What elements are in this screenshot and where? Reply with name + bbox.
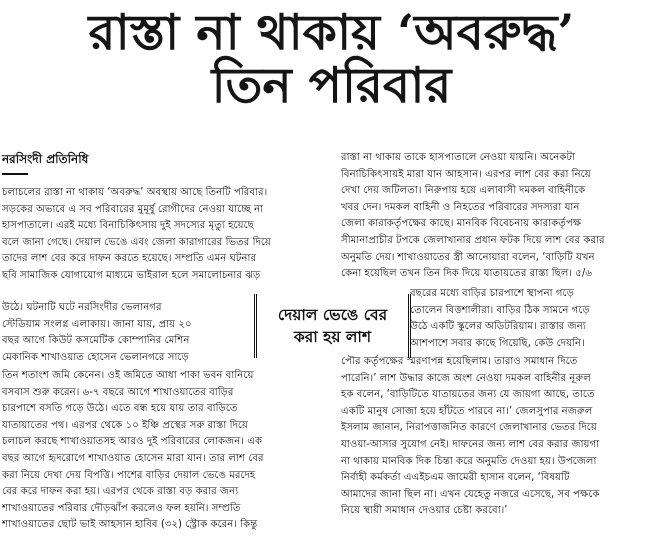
article-column-1-top	[2, 185, 332, 285]
article-line: সীমানাপ্রাচীর টপকে জেলাখানার প্রধান ফটক দিয়ে লাশ বের করার	[341, 234, 605, 246]
article-line: মেকানিক শাখাওয়াত হোসেন ভেলানগরে সাড়ে	[2, 351, 189, 363]
article-line: অনুমতি দেয়। শাখাওয়াতের স্ত্রী আনোয়ারা বলেন, ‘বাড়িটি যখন	[341, 251, 595, 263]
article-line: বের করে দাফন করা হয়। এরপর থেকে রাস্তা বড় করার জন্য	[2, 486, 239, 498]
article-line: তাদের লাশ বের করে দাফন করতে হয়েছে। সম্প্রতি এমন ঘটনার	[2, 253, 257, 265]
article-line: হক বলেন, ‘বাড়িটিতে যাতায়তের জন্য যে জায়গা আছে, তাতে	[341, 389, 595, 401]
article-line: আমাদের জানা ছিল না। এখন যেহেতু নজরে এসেছে, সব পক্ষকে	[341, 488, 600, 500]
article-line: ইসলাম জানান, নিরাপত্তাজনিত কারণে জেলাখানার ভেতর দিয়ে	[341, 422, 597, 434]
article-line: সড়কের অভাবে এ সব পরিবারের মুমূর্ষু রোগীদের নেওয়া যাচ্ছে না	[2, 203, 264, 215]
article-line: পারেনি।’ লাশ উদ্ধার কাজে অংশ নেওয়া দমকল বাহিনীর নূরুল	[341, 372, 591, 384]
article-column-1-middle	[2, 300, 250, 366]
byline: নরসিংদী প্রতিনিধি	[2, 152, 89, 166]
article-column-2-bottom	[341, 354, 659, 520]
article-line: দেখা দেয় জটিলতা। নিরুপায় হয়ে এলাবাসী দমকল বাহিনীকে	[341, 185, 586, 197]
article-line: চলাচলের রাস্তা না থাকায় ‘অবরুদ্ধ’ অবস্থায় আছে তিনটি পরিবার।	[2, 187, 268, 198]
article-line: একটি মানুষ সোজা হয়ে হাঁটতে পারবে না।’ জেলসুপার নজরুল	[341, 405, 593, 417]
article-line: চলাচল করছে শাখাওয়াতসহ আরও দুই পরিবারের লোকজন। এক	[2, 436, 263, 448]
article-line: তোলেন বিত্তশালীরা। বাড়ির ঠিক সামনে গড়ে	[410, 304, 590, 316]
article-line: বসবাস শুরু করেন। ৬-৭ বছরে আগে শাখাওয়াতের বাড়ির	[2, 386, 234, 398]
article-line: বছরের মধ্যে বাড়ির চারপাশে স্থাপনা গড়ে	[410, 288, 574, 299]
article-line: বছর আগে হৃদরোগে শাখাওয়াত হোসেন মারা যান। তার লাশ বের	[2, 452, 264, 464]
pull-quote-line-2: করা হয় লাশ	[293, 327, 372, 346]
article-line: বছর আগে কিউট কসমেটিক কোম্পানির মেশিন	[2, 335, 190, 347]
pull-quote-line-1: দেয়াল ভেঙে বের	[277, 305, 388, 324]
article-line: তিন শতাংশ জমি কেনেন। ওই জমিতে আধা পাকা ভবন বানিয়ে	[2, 370, 254, 381]
article-column-2-middle	[410, 286, 659, 352]
article-line: হাসপাতালে। এরই মধ্যে বিনাচিকিৎসায় দুই সদস্যের মৃত্যু হয়েছে	[2, 220, 254, 232]
article-line: রাস্তা না থাকায় তাকে হাসপাতালে নেওয়া যায়নি। অনেকটা	[341, 152, 575, 163]
article-line: উঠে একটি স্কুলের অডিটরিয়াম। রাস্তার জন্য	[410, 321, 586, 333]
article-line: স্টেডিয়াম সংলগ্ন এলাকায়। জানা যায়, প্রায় ২০	[2, 318, 192, 330]
article-line: ছবি সামাজিক যোগাযোগ মাধ্যমে ভাইরাল হলে সমালোচনার ঝড়	[2, 269, 261, 281]
article-line: যাওয়া-আসার সুযোগ নেই। দাফনের জন্য লাশ বের করার জায়গা	[341, 438, 600, 450]
article-line: না থাকায় মানবিক দিক চিন্তা করে অনুমতি দেওয়া হয়। উপজেলা	[341, 455, 597, 467]
article-line: চারপাশে বসতি গড়ে উঠে। এতে বন্ধ হয়ে যায় তার বাড়িতে	[2, 403, 238, 415]
headline	[0, 3, 663, 114]
article-line: খবর দেন। দমকল বাহিনী ও নিহতের পরিবারের সদস্যরা যান	[341, 201, 580, 213]
pull-quote	[254, 294, 411, 358]
article-line: শাখাওয়াতের ছোট ভাই আহসান হাবিব (৩২) স্ট্রোক করেন। কিন্তু	[2, 519, 258, 531]
article-line: উঠে। ঘটনাটি ঘটে নরসিংদীর ভেলানগর	[2, 302, 162, 313]
article-column-2-top	[341, 150, 659, 283]
article-line: কেনা হয়েছিল তখন তিন দিক দিয়ে যাতায়তের রাস্তা ছিল। ৫/৬	[341, 268, 592, 280]
article-line: নিয়ে স্থায়ী সমাধান দেওয়ার চেষ্টা করবো।’	[341, 505, 508, 517]
article-line: করা নিয়ে দেখা দেয় বিপত্তি। পাশের বাড়ির দেয়াল ভেঙে মরদেহ	[2, 469, 256, 481]
headline-line-1: রাস্তা না থাকায় ‘অবরুদ্ধ’	[88, 3, 575, 61]
article-line: যাতায়াতের পথ। এরপর থেকে ১০ ইঞ্চি প্রস্থের সরু রাস্তা দিয়ে	[2, 419, 248, 431]
article-line: পৌর কর্তৃপক্ষের স্মরণাপন্ন হয়েছিলাম। তারাও সমাধান দিতে	[341, 356, 578, 367]
article-line: বলে জানা গেছে। দেয়াল ভেঙে এবং জেলা কারাগারের ভিতর দিয়ে	[2, 236, 271, 248]
article-line: জেলা কারাকর্তৃপক্ষের কাছে। মানবিক বিবেচনায় কারাকর্তৃপক্ষ	[341, 218, 582, 230]
article-line: আশপাশে সবার কাছে গিয়েছি, কেউ দেয়নি।	[410, 337, 585, 349]
article-line: বিনাচিকিৎসায়ই মারা যান আহসান। এরপর লাশ বের করা নিয়ে	[341, 168, 591, 180]
article-column-1-bottom	[2, 368, 332, 534]
byline-rule	[2, 173, 28, 175]
article-line: শাখাওয়াতের পরিবার দৌড়ঝাঁপ করলেও ফল হয়নি। সম্প্রতি	[2, 502, 241, 514]
article-line: নির্বাহী কর্মকর্তা এএইচএম জামেরী হাসান বলেন, ‘বিষয়টি	[341, 472, 570, 484]
headline-line-2: তিন পরিবার	[211, 56, 452, 114]
